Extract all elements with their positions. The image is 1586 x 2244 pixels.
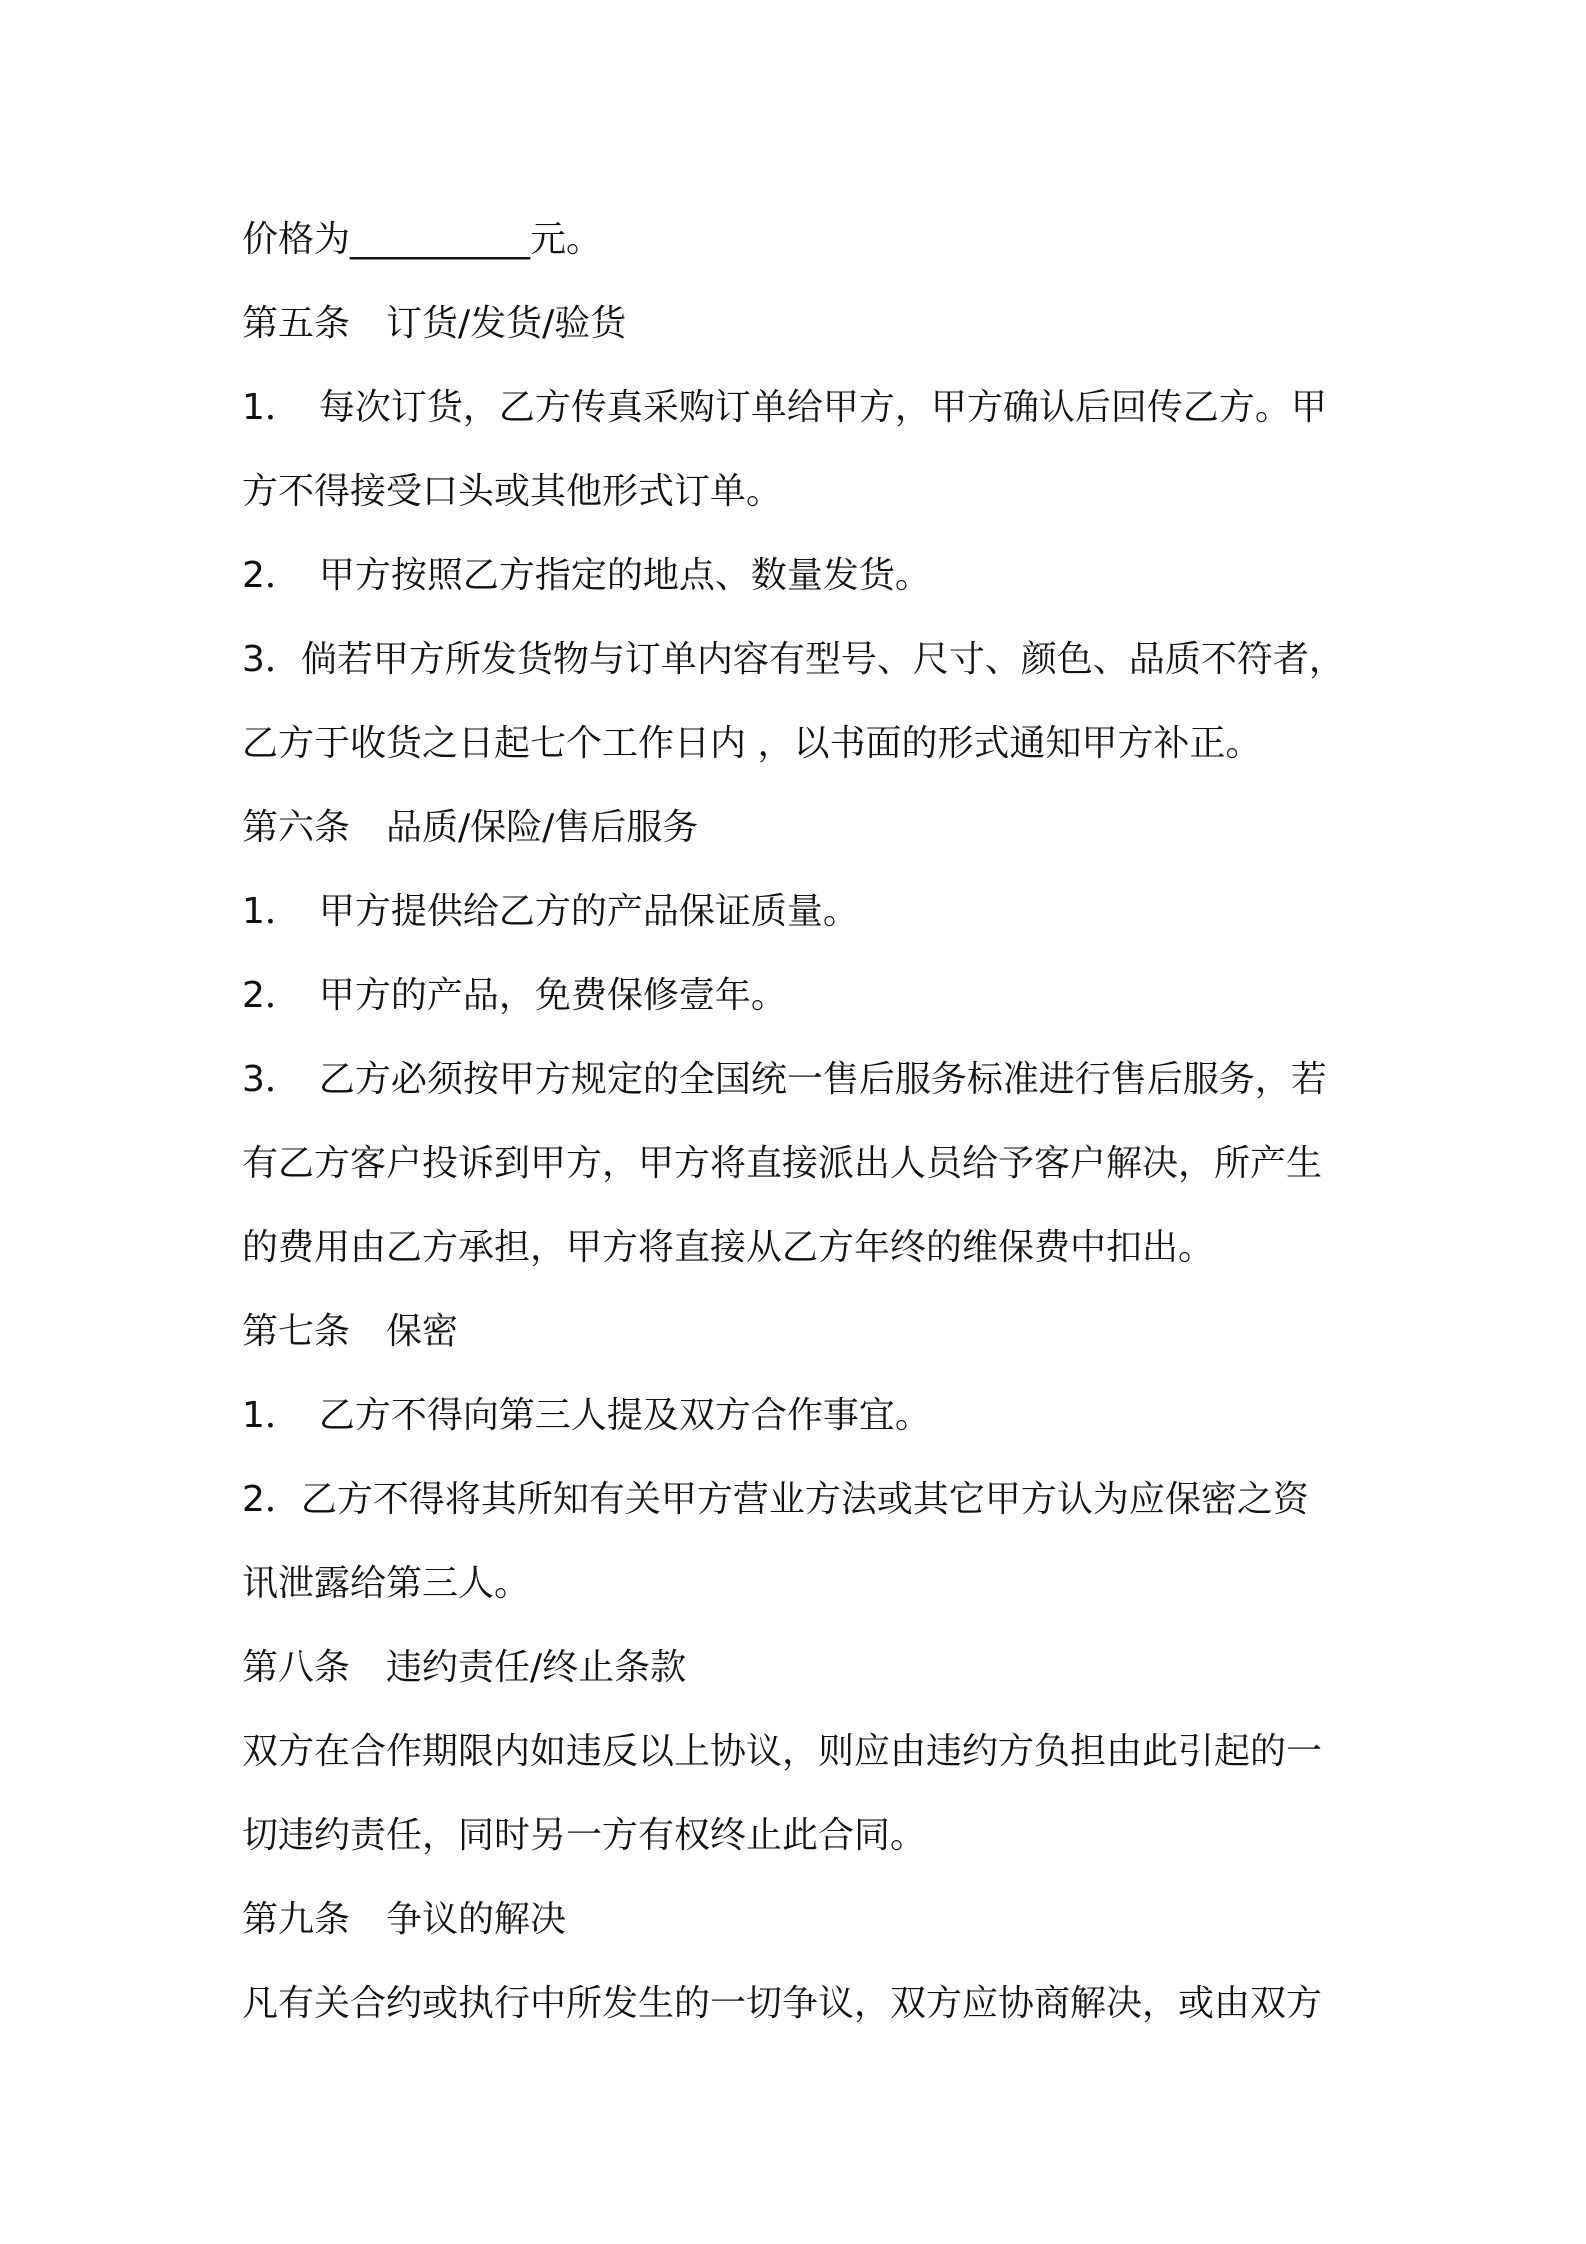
- article-8-heading: 第八条 违约责任/终止条款: [242, 1647, 687, 1688]
- article-6-item-3: 3． 乙方必须按甲方规定的全国统一售后服务标准进行售后服务，若: [242, 1059, 1327, 1100]
- article-9-heading: 第九条 争议的解决: [242, 1899, 567, 1940]
- price-line: 价格为__________元。: [242, 219, 603, 260]
- article-5-item-2: 2． 甲方按照乙方指定的地点、数量发货。: [242, 555, 931, 596]
- article-7-heading: 第七条 保密: [242, 1311, 459, 1352]
- article-8-body-cont: 切违约责任，同时另一方有权终止此合同。: [242, 1815, 927, 1856]
- article-8-body: 双方在合作期限内如违反以上协议，则应由违约方负担由此引起的一: [242, 1731, 1323, 1772]
- article-6-item-2: 2． 甲方的产品，免费保修壹年。: [242, 975, 787, 1016]
- article-7-item-2: 2．乙方不得将其所知有关甲方营业方法或其它甲方认为应保密之资: [242, 1479, 1309, 1520]
- article-5-item-1-cont: 方不得接受口头或其他形式订单。: [242, 471, 783, 512]
- article-5-heading: 第五条 订货/发货/验货: [242, 303, 627, 344]
- article-9-body: 凡有关合约或执行中所发生的一切争议，双方应协商解决，或由双方: [242, 1983, 1323, 2024]
- article-5-item-3-cont: 乙方于收货之日起七个工作日内 ，以书面的形式通知甲方补正。: [242, 723, 1262, 764]
- document-body: [242, 198, 1362, 2046]
- article-5-item-1: 1． 每次订货，乙方传真采购订单给甲方，甲方确认后回传乙方。甲: [242, 387, 1327, 428]
- article-5-item-3: 3．倘若甲方所发货物与订单内容有型号、尺寸、颜色、品质不符者，: [242, 639, 1345, 680]
- article-7-item-2-cont: 讯泄露给第三人。: [242, 1563, 531, 1604]
- article-6-heading: 第六条 品质/保险/售后服务: [242, 807, 699, 848]
- article-7-item-1: 1． 乙方不得向第三人提及双方合作事宜。: [242, 1395, 931, 1436]
- article-6-item-3-cont-1: 有乙方客户投诉到甲方，甲方将直接派出人员给予客户解决，所产生: [242, 1143, 1323, 1184]
- article-6-item-3-cont-2: 的费用由乙方承担，甲方将直接从乙方年终的维保费中扣出。: [242, 1227, 1215, 1268]
- article-6-item-1: 1． 甲方提供给乙方的产品保证质量。: [242, 891, 859, 932]
